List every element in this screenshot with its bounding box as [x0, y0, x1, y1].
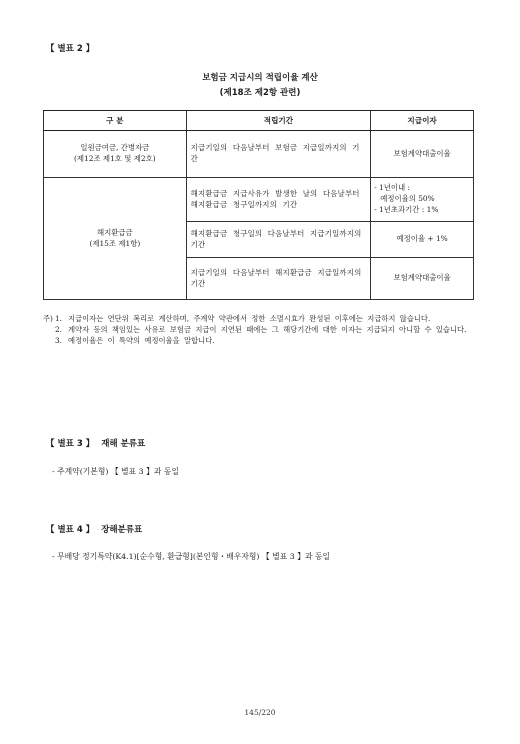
- appendix-4-item: - 무배당 정기특약(K4.1)[순수형, 환급형](본인형・배우자형) 【 별표 3 】과 동일: [52, 552, 331, 561]
- interest-line: 예정이율의 50%: [380, 194, 435, 204]
- appendix-4-heading: [46, 523, 142, 535]
- interest-line: - 1년이내 :: [374, 183, 410, 193]
- row1-category: [44, 131, 187, 178]
- table-header-row: [44, 111, 474, 131]
- appendix-4-title: 장해분류표: [101, 525, 143, 535]
- group2-row3-period: 지급기일의 다음날부터 해지환급금 지급일까지의 기간: [186, 258, 371, 300]
- row1-interest: 보험계약대출이율: [371, 131, 474, 178]
- group2-row1-interest: [371, 178, 474, 222]
- interest-line: - 1년초과기간 : 1%: [374, 204, 439, 214]
- note-text: 예정이율은 이 특약의 예정이율을 말합니다.: [68, 336, 215, 346]
- table-notes: [43, 313, 479, 346]
- appendix-3-item: - 주계약(기본형) 【 별표 3 】과 동일: [52, 467, 179, 476]
- group2-category-line2: (제15조 제1항): [89, 238, 141, 248]
- group2-category-line1: 해지환급금: [96, 227, 133, 237]
- row1-category-line1: 일원금여금, 간병자금: [80, 143, 150, 153]
- notes-lead: 주): [43, 314, 53, 323]
- group2-category: [44, 178, 187, 300]
- appendix-3-label: 【 별표 3 】: [46, 439, 95, 449]
- note-number: 3.: [55, 336, 62, 346]
- note-item: [43, 324, 479, 335]
- note-number: 1.: [55, 314, 62, 323]
- appendix-3-heading: [46, 437, 145, 449]
- group2-row1-period: 해지환급금 지급사유가 발생한 날의 다음날부터 해지환급금 청구일까지의 기간: [186, 178, 371, 222]
- header-category: 구 분: [44, 111, 187, 131]
- note-text: 계약자 등의 책임있는 사유로 보험금 지급이 지연된 때에는 그 해당기간에 대한 이자는 지급되지 아니할 수 있습니다.: [68, 325, 467, 335]
- appendix-4-label: 【 별표 4 】: [46, 525, 95, 535]
- row1-period: 지급기일의 다음날부터 보험금 지급일까지의 기간: [186, 131, 371, 178]
- group2-row2-period: 해지환급금 청구일의 다음날부터 지급기일까지의 기간: [186, 222, 371, 258]
- appendix-2-title: 보험금 지급시의 적립이율 계산: [202, 73, 318, 83]
- header-interest: 지급이자: [371, 111, 474, 131]
- table-row: [44, 178, 474, 222]
- note-number: 2.: [55, 325, 62, 335]
- group2-row2-interest: 예정이율 + 1%: [371, 222, 474, 258]
- note-item: [43, 335, 479, 346]
- row1-category-line2: (제12조 제1호 및 제2호): [74, 154, 156, 163]
- group2-row3-interest: 보험계약대출이율: [371, 258, 474, 300]
- table-row: [44, 131, 474, 178]
- interest-table: [43, 110, 474, 300]
- appendix-2-subtitle: (제18조 제2항 관련): [219, 88, 301, 98]
- note-text: 지급이자는 연단위 복리로 계산하며, 주계약 약관에서 정한 소멸시효가 완성된 이후에는 지급하지 않습니다.: [68, 314, 431, 323]
- appendix-3-title: 재해 분류표: [101, 439, 146, 449]
- page-number: 145/220: [244, 708, 276, 717]
- header-period: 적립기간: [186, 111, 371, 131]
- note-item: [43, 313, 479, 324]
- appendix-2-label: 【 별표 2 】: [46, 44, 95, 54]
